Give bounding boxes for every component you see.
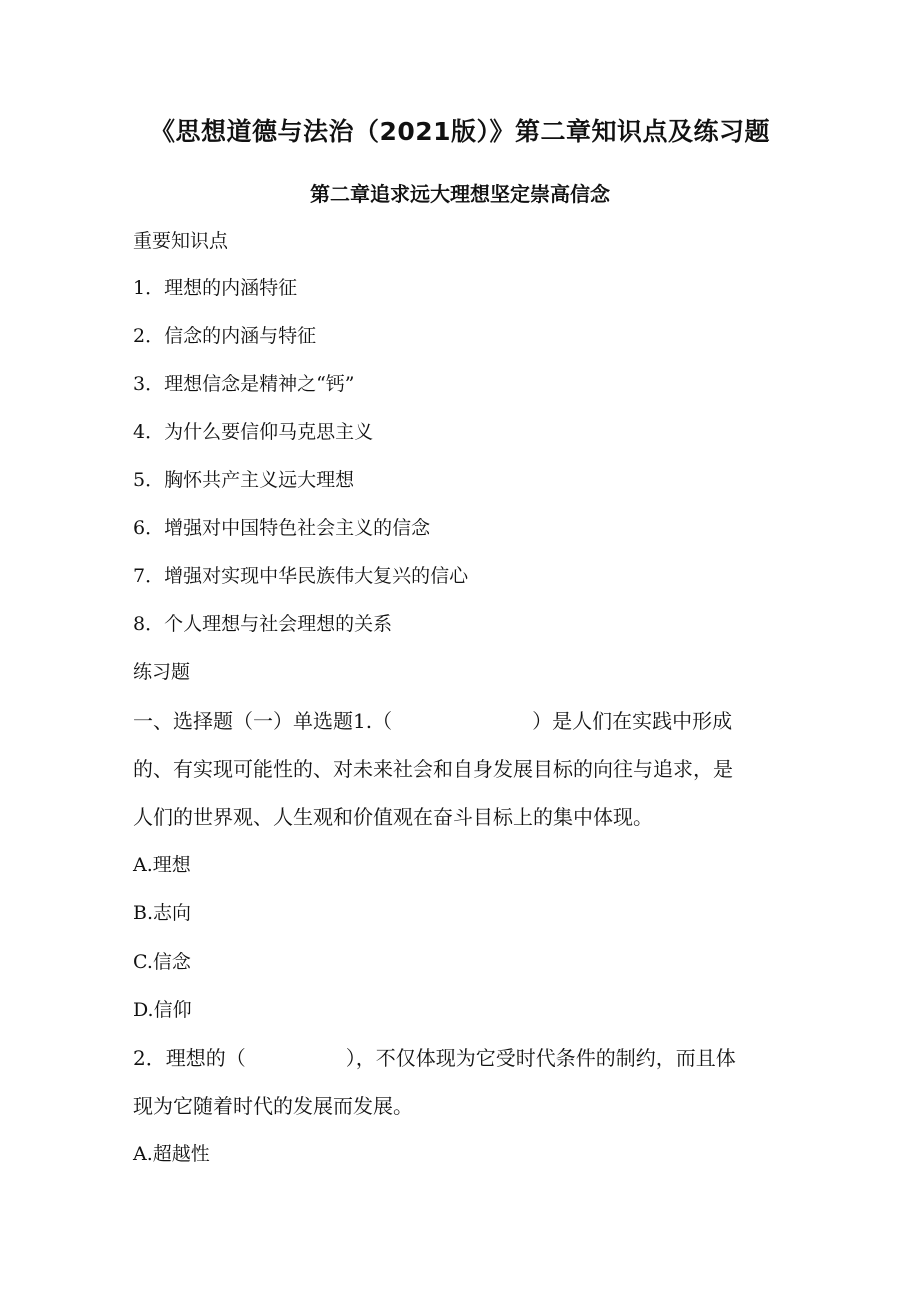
knowledge-heading: 重要知识点 — [133, 230, 229, 252]
knowledge-point: 5．胸怀共产主义远大理想 — [133, 469, 355, 491]
question-1-option-c: C.信念 — [133, 951, 191, 973]
knowledge-point: 2．信念的内涵与特征 — [133, 325, 317, 347]
knowledge-point: 4．为什么要信仰马克思主义 — [133, 421, 374, 443]
question-1-text: 一、选择题（一）单选题1.（ ）是人们在实践中形成 — [133, 709, 733, 733]
question-2-option-a: A.超越性 — [133, 1143, 210, 1165]
question-1-text: 人们的世界观、人生观和价值观在奋斗目标上的集中体现。 — [133, 805, 653, 829]
question-1-option-d: D.信仰 — [133, 999, 192, 1021]
question-2-text: 现为它随着时代的发展而发展。 — [133, 1094, 413, 1118]
knowledge-point: 1．理想的内涵特征 — [133, 277, 298, 299]
exercise-heading: 练习题 — [133, 661, 191, 683]
document-title: 《思想道德与法治（2021版）》第二章知识点及练习题 — [149, 117, 771, 146]
question-1-option-a: A.理想 — [133, 854, 191, 876]
question-1-option-b: B.志向 — [133, 902, 192, 924]
knowledge-point: 7．增强对实现中华民族伟大复兴的信心 — [133, 565, 469, 587]
question-2-text: 2．理想的（ ），不仅体现为它受时代条件的制约，而且体 — [133, 1046, 736, 1070]
chapter-title: 第二章追求远大理想坚定崇高信念 — [310, 182, 610, 206]
knowledge-point: 8．个人理想与社会理想的关系 — [133, 613, 393, 635]
knowledge-point: 3．理想信念是精神之“钙” — [133, 373, 355, 395]
question-1-text: 的、有实现可能性的、对未来社会和自身发展目标的向往与追求，是 — [133, 757, 733, 781]
knowledge-point: 6．增强对中国特色社会主义的信念 — [133, 517, 431, 539]
